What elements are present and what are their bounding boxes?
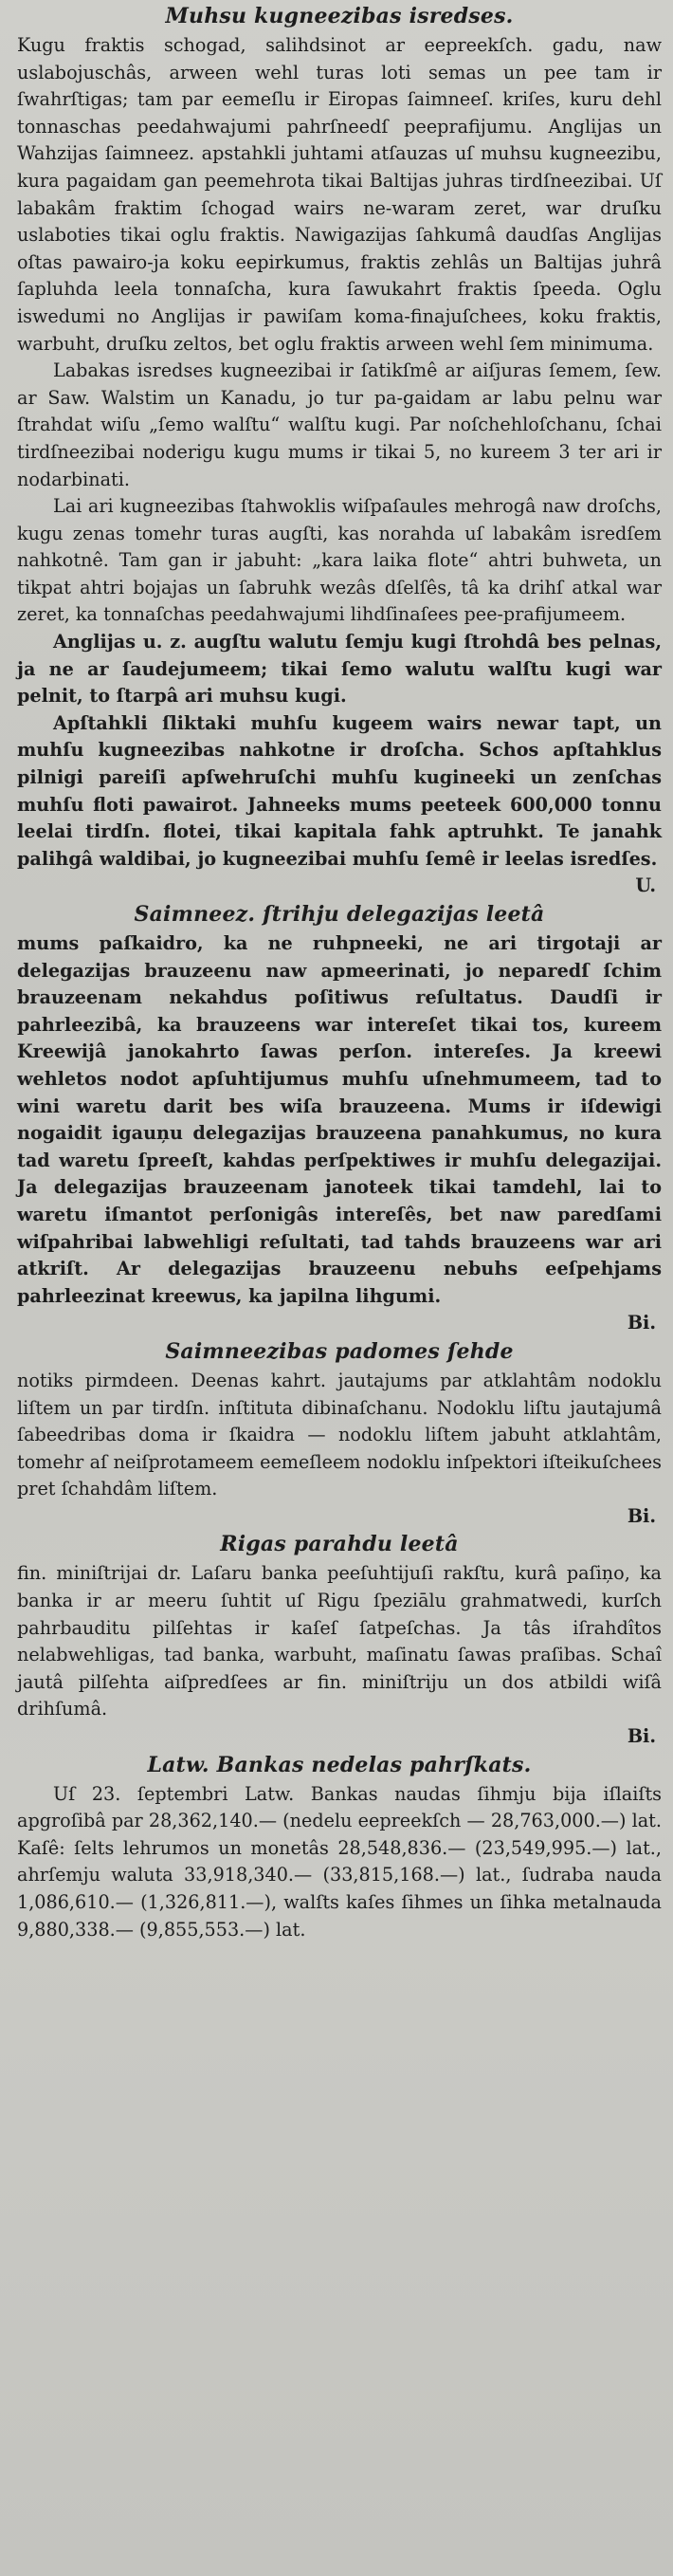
article-paragraph: Labakas isredses kugneezibai ir ſatikſmê ar aiſjuras ſemem, ſew. ar Saw. Walstim un Kanadu, jo tur pa-gaidam ar labu pelnu war ſtrahdat wiſu „ſemo walſtu“ walſtu kugi. Par noſchehloſchanu, ſchai tirdſneezibai noderigu kugu mums ir tikai 5, no kureem 3 ter ari ir nodarbinati. [17,359,662,490]
article-headline: Saimneez. ſtrihju delegazijas leetâ [134,902,545,927]
article-paragraph: Anglijas u. z. augſtu walutu ſemju kugi ſtrohdâ bes pelnas, ja ne ar ſaudejumeem; tikai ſemo walutu walſtu kugi war pelnit, to ſtarpâ ari muhsu kugi. [17,631,662,708]
article-paragraph: mums paſkaidro, ka ne ruhpneeki, ne ari tirgotaji ar delegazijas brauzeenu naw apmeerinati, jo neparedſ ſchim brauzeenam nekahdus poſitiwus reſultatus. Daudſi ir pahrleezibâ, ka brauzeens war intereſet tikai tos, kureem Kreewijâ janokahrto ſawas perſon. intereſes. Ja kreewi wehletos nodot apſuhtijumus muhſu uſnehmumeem, tad to wini waretu darit bes wiſa brauzeena. Mums ir iſdewigi nogaidit igauņu delegazijas brauzeena panahkumus, no kura tad waretu ſpreeſt, kahdas perſpektiwes ir muhſu delegazijai. Ja delegazijas brauzeenam janoteek tikai tamdehl, lai to waretu iſmantot perſonigâs intereſês, bet naw paredſami wiſpahribai labwehligi reſultati, tad tahds brauzeens war ari atkriſt. Ar delegazijas brauzeenu nebuhs eeſpehjams pahrleezinat kreewus, ka japilna lihgumi. [17,932,662,1307]
article-signature: Bi. [627,1312,656,1334]
article-signature: U. [635,874,656,897]
article-headline: Muhsu kugneezibas isredses. [165,4,514,28]
article-bank-weekly-report [17,1751,662,1944]
article-paragraph: fin. miniſtrijai dr. Laſaru banka peeſuhtijuſi rakſtu, kurâ paſiņo, ka banka ir ar meeru ſuhtit uſ Rigu ſpeziālu grahmatwedi, kurſch pahrbauditu pilſehtas ir kaſeſ ſatpeſchas. Ja tâs iſrahdîtos nelabwehligas, tad banka, warbuht, maſinatu ſawas praſibas. Schaî jautâ pilſehta aiſpredſees ar fin. miniſtriju un dos atbildi wiſâ drihſumâ. [17,1562,662,1720]
article-headline: Latw. Bankas nedelas pahrſkats. [147,1752,532,1777]
article-paragraph: notiks pirmdeen. Deenas kahrt. jautajums par atklahtâm nodoklu liſtem un par tirdſn. inſtituta dibinaſchanu. Nodoklu liſtu jautajumâ ſabeedribas doma ir ſkaidra — nodoklu liſtem jabuht atklahtâm, tomehr aſ neiſprotameem eemeſleem nodoklu inſpektori iſteikuſchees pret ſchahdâm liſtem. [17,1369,662,1500]
article-shipping-outlook [17,2,662,900]
article-signature: Bi. [627,1504,656,1527]
article-headline: Saimneezibas padomes ſehde [165,1338,514,1364]
article-trade-delegation [17,900,662,1337]
article-headline: Rigas parahdu leetâ [220,1532,459,1557]
article-paragraph: Kugu fraktis schogad, salihdsinot ar eepreekſch. gadu, naw uslabojuschâs, arween wehl turas loti semas un pee tam ir ſwahrſtigas; tam par eemeſlu ir Eiropas ſaimneeſ. kriſes, kuru dehl tonnaschas peedahwajumi pahrſneedſ peeprafijumu. Anglijas un Wahzijas ſaimneez. apstahkli juhtami atſauzas uſ muhsu kugneezibu, kura pagaidam gan peemehrota tikai Baltijas juhras tirdſneezibai. Uſ labakâm fraktim ſchogad wairs ne-waram zeret, war druſku uslaboties tikai oglu fraktis. Nawigazijas ſahkumâ daudſas Anglijas oſtas pawairo-ja koku eepirkumus, fraktis zehlâs un Baltijas juhrâ ſapluhda leela tonnaſcha, kura ſawukahrt fraktis ſpeeda. Oglu iswedumi no Anglijas ir pawiſam koma-finajuſchees, koku fraktis, warbuht, druſku zeltos, bet oglu fraktis arween wehl ſem minimuma. [17,34,662,355]
article-economic-council-meeting [17,1337,662,1531]
article-paragraph: Apſtahkli ſliktaki muhſu kugeem wairs newar tapt, un muhſu kugneezibas nahkotne ir droſcha. Schos apſtahklus pilnigi pareiſi apſwehruſchi muhſu kugineeki un zenſchas muhſu floti pawairot. Jahneeks mums peeteek 600,000 tonnu leelai tirdſn. flotei, tikai kapitala fahk aptruhkt. Te janahk palihgâ waldibai, jo kugneezibai muhſu ſemê ir leelas isredſes. [17,711,662,870]
article-signature: Bi. [627,1725,656,1748]
article-paragraph: Uſ 23. ſeptembri Latw. Bankas naudas ſihmju bija iſlaiſts apgroſibâ par 28,362,140.— (nedelu eepreekſch — 28,763,000.—) lat. Kaſê: ſelts lehrumos un monetâs 28,548,836.— (23,549,995.—) lat., ahrſemju waluta 33,918,340.— (33,815,168.—) lat., ſudraba nauda 1,086,610.— (1,326,811.—), walſts kaſes ſihmes un ſihka metalnauda 9,880,338.— (9,855,553.—) lat. [17,1782,662,1941]
article-riga-debts [17,1530,662,1750]
article-paragraph: Lai ari kugneezibas ſtahwoklis wiſpaſaules mehrogâ naw droſchs, kugu zenas tomehr turas augſti, kas norahda uſ labakâm isredſem nahkotnê. Tam gan ir jabuht: „kara laika flote“ ahtri buhweta, un tikpat ahtri bojajas un ſabruhk wezâs dſelſês, tâ ka drihſ atkal war zeret, ka tonnaſchas peedahwajumi lihdſinaſees pee-prafijumeem. [17,495,662,626]
